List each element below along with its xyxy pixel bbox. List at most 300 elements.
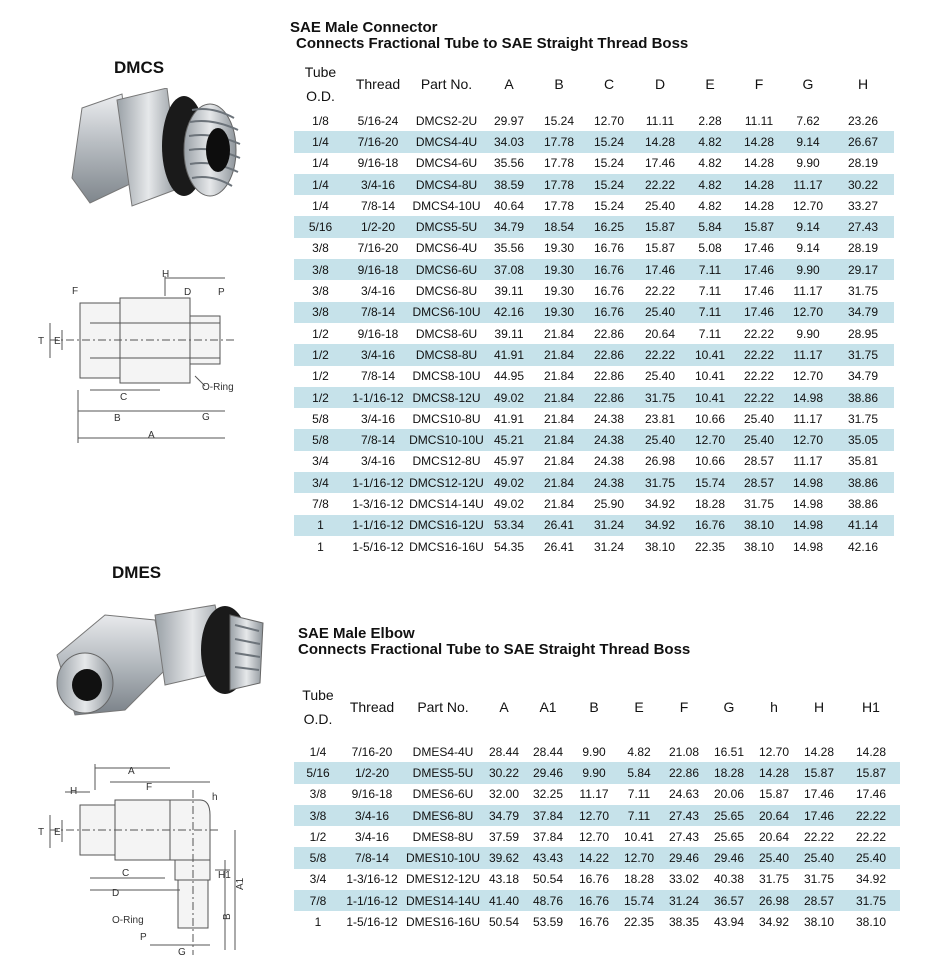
dmes-table-cell: 50.54 xyxy=(532,872,564,887)
dmcs-table-cell: 15.24 xyxy=(543,113,575,128)
dmcs-table-cell: 3/4-16 xyxy=(347,174,409,195)
dmcs-table-cell: 17.78 xyxy=(543,156,575,171)
dmes-table-cell: 24.63 xyxy=(668,787,700,802)
dmes-col-e: E xyxy=(634,699,644,715)
dmes-table-cell: 1/2-20 xyxy=(342,762,402,783)
dmcs-table-cell: 28.95 xyxy=(847,326,879,341)
dmcs-label-b: B xyxy=(114,413,121,424)
dmcs-table-cell: 11.17 xyxy=(784,174,832,195)
dmcs-table-cell: 25.90 xyxy=(593,496,625,511)
dmes-table-cell: 7/16-20 xyxy=(351,744,393,759)
dmes-table-cell: 12.70 xyxy=(616,847,662,868)
dmcs-table-cell: 17.78 xyxy=(534,174,584,195)
dmcs-table-cell: 45.97 xyxy=(493,454,525,469)
dmes-table-cell: 25.65 xyxy=(706,805,752,826)
dmcs-table-cell: 3/4 xyxy=(294,472,347,493)
dmcs-col-g: G xyxy=(802,76,814,92)
dmes-table-cell: 5/16 xyxy=(294,762,342,783)
dmcs-table-cell: 29.97 xyxy=(493,113,525,128)
dmes-col-a: A xyxy=(499,699,509,715)
dmes-table-cell: 20.06 xyxy=(713,787,745,802)
dmes-table-cell: 43.94 xyxy=(713,915,745,930)
dmcs-table-row xyxy=(294,493,894,514)
dmcs-table-cell: 38.86 xyxy=(832,387,894,408)
dmes-table-cell: 29.46 xyxy=(524,762,572,783)
dmcs-table-cell: DMCS4-8U xyxy=(409,174,484,195)
dmcs-table-cell: 17.46 xyxy=(734,302,784,323)
dmes-table-cell: 1-1/16-12 xyxy=(342,890,402,911)
dmcs-table-cell: DMCS5-5U xyxy=(409,216,484,237)
dmes-table-cell: 22.22 xyxy=(842,805,900,826)
dmcs-table-cell: 22.22 xyxy=(634,344,686,365)
dmcs-table-cell: 22.86 xyxy=(593,369,625,384)
dmcs-table-cell: 16.76 xyxy=(584,302,634,323)
dmcs-table-cell: 15.24 xyxy=(584,131,634,152)
dmcs-table-cell: 22.35 xyxy=(694,539,726,554)
dmcs-table-cell: 7.11 xyxy=(686,302,734,323)
dmcs-table-cell: DMCS4-6U xyxy=(415,156,478,171)
dmcs-table-cell: 31.24 xyxy=(593,539,625,554)
dmcs-table-cell: 23.26 xyxy=(847,113,879,128)
dmes-table-cell: 38.10 xyxy=(803,915,835,930)
dmcs-table-cell: 14.98 xyxy=(792,539,824,554)
dmcs-table-cell: 22.22 xyxy=(743,326,775,341)
dmcs-table-row xyxy=(294,408,894,429)
dmcs-table-row xyxy=(294,216,894,237)
dmcs-table-cell: 7.11 xyxy=(698,284,722,299)
dmes-table-cell: 17.46 xyxy=(803,787,835,802)
dmes-table-row xyxy=(294,741,900,762)
dmes-table-cell: 31.75 xyxy=(842,890,900,911)
dmcs-table-cell: 39.11 xyxy=(494,326,524,341)
dmcs-table-cell: DMCS6-6U xyxy=(409,259,484,280)
dmcs-table-cell: DMCS8-6U xyxy=(415,326,478,341)
dmes-table-cell: 30.22 xyxy=(484,762,524,783)
dmcs-table-cell: 12.70 xyxy=(792,369,824,384)
dmcs-col-thread: Thread xyxy=(355,76,401,92)
dmcs-table-row xyxy=(294,451,894,472)
dmcs-table-cell: 22.22 xyxy=(743,369,775,384)
dmes-table-cell: 9.90 xyxy=(572,762,616,783)
dmes-table-body xyxy=(294,741,900,933)
dmes-table-cell: 27.43 xyxy=(662,805,706,826)
dmcs-table-cell: 7.11 xyxy=(698,326,722,341)
dmcs-table-cell: DMCS14-14U xyxy=(409,496,484,511)
dmcs-table-cell: 9/16-18 xyxy=(357,156,399,171)
dmes-dimension-drawing xyxy=(30,760,260,960)
dmcs-table-cell: 49.02 xyxy=(484,387,534,408)
dmes-table-cell: 36.57 xyxy=(706,890,752,911)
dmcs-table-cell: 24.38 xyxy=(593,411,625,426)
dmcs-table-cell: 10.41 xyxy=(686,344,734,365)
dmes-table-cell: 5.84 xyxy=(616,762,662,783)
dmcs-label-g: G xyxy=(202,412,210,423)
dmcs-table-cell: 31.75 xyxy=(743,496,775,511)
dmcs-table-cell: 54.35 xyxy=(493,539,525,554)
dmes-label-c: C xyxy=(122,868,130,879)
dmcs-table-cell: 1/4 xyxy=(294,174,347,195)
dmcs-table-cell: 7/16-20 xyxy=(347,131,409,152)
dmes-table-cell: 20.64 xyxy=(752,805,796,826)
dmcs-product-code: DMCS xyxy=(114,58,165,77)
dmcs-table-cell: 3/8 xyxy=(294,259,347,280)
dmcs-table-row xyxy=(294,429,894,450)
dmcs-table-cell: 7/8-14 xyxy=(360,369,396,384)
dmcs-table-cell: 39.11 xyxy=(494,284,524,299)
dmcs-table-cell: DMCS16-12U xyxy=(409,515,484,536)
dmcs-table-cell: 33.27 xyxy=(847,198,879,213)
dmcs-table-cell: 15.24 xyxy=(584,174,634,195)
dmes-table-cell: 1-3/16-12 xyxy=(346,872,398,887)
dmcs-table-cell: 7/8-14 xyxy=(347,429,409,450)
dmcs-table-cell: 25.40 xyxy=(644,369,676,384)
dmcs-table-cell: 1/2 xyxy=(294,344,347,365)
dmcs-table-cell: 38.10 xyxy=(644,539,676,554)
dmcs-table-cell: 49.02 xyxy=(493,496,525,511)
dmcs-table-cell: 24.38 xyxy=(593,454,625,469)
dmcs-table-cell: 3/8 xyxy=(294,302,347,323)
dmcs-table-cell: 30.22 xyxy=(832,174,894,195)
dmcs-table-cell: 24.38 xyxy=(584,429,634,450)
dmcs-table-cell: 5/8 xyxy=(294,429,347,450)
dmcs-table-cell: 14.98 xyxy=(792,496,824,511)
dmes-table-cell: 16.76 xyxy=(578,872,610,887)
dmcs-table-body xyxy=(294,110,894,557)
dmes-col-part-no: Part No. xyxy=(417,699,469,715)
dmes-table-cell: DMES5-5U xyxy=(402,762,484,783)
dmes-table-cell: 16.76 xyxy=(572,890,616,911)
dmcs-table-cell: 38.59 xyxy=(484,174,534,195)
dmcs-table-cell: 35.81 xyxy=(847,454,879,469)
dmes-table-cell: 3/4-16 xyxy=(354,829,390,844)
dmcs-col-c: C xyxy=(603,76,615,92)
dmes-label-oring: O-Ring xyxy=(112,915,144,926)
dmcs-table-cell: 34.79 xyxy=(484,216,534,237)
dmes-table-cell: 37.59 xyxy=(488,829,520,844)
dmes-table-row xyxy=(294,805,900,826)
dmcs-table-cell: 4.82 xyxy=(686,131,734,152)
dmcs-table-cell: 21.84 xyxy=(543,454,575,469)
dmcs-table-cell: 1/2 xyxy=(294,387,347,408)
dmcs-table-cell: 41.14 xyxy=(832,515,894,536)
dmes-table-cell: DMES16-16U xyxy=(405,915,481,930)
dmes-table-cell: 14.28 xyxy=(803,744,835,759)
dmcs-table-row xyxy=(294,174,894,195)
dmcs-table-cell: 7/8-14 xyxy=(347,302,409,323)
dmcs-table-cell: 3/4-16 xyxy=(360,284,396,299)
dmcs-table-cell: 22.86 xyxy=(584,387,634,408)
dmes-table-cell: 28.44 xyxy=(532,744,564,759)
dmes-table-cell: 12.70 xyxy=(572,805,616,826)
dmcs-table-cell: 26.41 xyxy=(543,539,575,554)
dmes-table-cell: 18.28 xyxy=(706,762,752,783)
dmcs-table-cell: 12.70 xyxy=(686,429,734,450)
dmcs-table-row xyxy=(294,387,894,408)
dmcs-table-cell: 9.14 xyxy=(784,131,832,152)
dmcs-table-cell: 1-1/16-12 xyxy=(347,387,409,408)
dmes-table-cell: 18.28 xyxy=(623,872,655,887)
dmcs-table-cell: 35.56 xyxy=(493,156,525,171)
dmcs-table-cell: 3/4-16 xyxy=(360,454,396,469)
dmes-col-a1: A1 xyxy=(539,699,557,715)
dmes-table-cell: 12.70 xyxy=(758,744,790,759)
dmcs-table-cell: 23.81 xyxy=(644,411,676,426)
dmes-label-b: B xyxy=(222,913,233,920)
dmcs-table-cell: 15.24 xyxy=(593,198,625,213)
dmcs-table-cell: 31.75 xyxy=(847,284,879,299)
dmes-product-photo xyxy=(45,595,275,725)
dmcs-table-cell: 14.28 xyxy=(743,198,775,213)
dmes-spec-table xyxy=(294,673,900,933)
dmes-table-cell: 7/8-14 xyxy=(342,847,402,868)
dmcs-col-e: E xyxy=(705,76,715,92)
dmcs-label-c: C xyxy=(120,392,128,403)
dmcs-title-line1: SAE Male Connector xyxy=(290,19,438,36)
dmcs-table-cell: 1-3/16-12 xyxy=(352,496,404,511)
dmcs-table-cell: 21.84 xyxy=(534,387,584,408)
dmcs-table-row xyxy=(294,344,894,365)
dmcs-table-cell: 7/16-20 xyxy=(357,241,399,256)
dmes-label-h1: H1 xyxy=(218,870,231,881)
dmcs-table-cell: 3/8 xyxy=(312,241,329,256)
dmcs-table-cell: 4.82 xyxy=(698,198,722,213)
dmcs-table-cell: 34.79 xyxy=(832,302,894,323)
dmcs-table-cell: DMCS10-8U xyxy=(412,411,481,426)
dmes-label-h-lower: h xyxy=(212,792,218,803)
dmcs-table-cell: 12.70 xyxy=(792,198,824,213)
dmes-table-cell: DMES4-4U xyxy=(412,744,474,759)
dmcs-table-cell: 12.70 xyxy=(593,113,625,128)
dmcs-table-cell: 1/2 xyxy=(312,369,329,384)
dmes-table-cell: 4.82 xyxy=(627,744,651,759)
dmcs-table-cell: 45.21 xyxy=(484,429,534,450)
dmcs-table-cell: DMCS4-10U xyxy=(412,198,481,213)
dmcs-table-cell: 19.30 xyxy=(534,259,584,280)
dmes-table-cell: DMES8-8U xyxy=(412,829,474,844)
dmcs-table-cell: 3/4-16 xyxy=(360,411,396,426)
dmcs-table-cell: 18.28 xyxy=(694,496,726,511)
dmcs-table-cell: DMCS8-8U xyxy=(409,344,484,365)
dmcs-table-cell: 3/4-16 xyxy=(347,344,409,365)
dmcs-table-cell: 9.90 xyxy=(784,259,832,280)
dmcs-table-cell: 26.41 xyxy=(534,515,584,536)
dmcs-table-cell: 15.87 xyxy=(634,216,686,237)
dmcs-table-cell: 1/8 xyxy=(312,113,329,128)
dmcs-table-cell: 21.84 xyxy=(534,344,584,365)
dmcs-table-cell: 11.11 xyxy=(645,113,675,128)
dmcs-table-row xyxy=(294,110,894,131)
dmcs-table-cell: 42.16 xyxy=(484,302,534,323)
dmcs-table-cell: 1/4 xyxy=(312,198,329,213)
dmcs-table-cell: 2.28 xyxy=(698,113,722,128)
dmes-table-cell: 33.02 xyxy=(668,872,700,887)
dmcs-table-cell: 11.17 xyxy=(793,411,823,426)
dmes-table-row xyxy=(294,847,900,868)
dmcs-table-cell: 1-1/16-12 xyxy=(347,515,409,536)
dmes-table-cell: 25.40 xyxy=(842,847,900,868)
dmes-table-cell: 3/4 xyxy=(309,872,327,887)
dmcs-table-cell: 22.22 xyxy=(734,387,784,408)
dmcs-table-cell: 22.86 xyxy=(593,326,625,341)
dmcs-table-cell: 21.84 xyxy=(543,326,575,341)
dmes-table-cell: 28.44 xyxy=(488,744,520,759)
dmes-table-cell: 22.35 xyxy=(623,915,655,930)
dmes-table-cell: 37.84 xyxy=(532,829,564,844)
dmcs-table-cell: 40.64 xyxy=(493,198,525,213)
dmes-table-cell: 1/4 xyxy=(309,744,327,759)
dmes-table-cell: DMES6-6U xyxy=(412,787,474,802)
dmcs-table-cell: 12.70 xyxy=(784,302,832,323)
dmcs-table-cell: 31.75 xyxy=(847,411,879,426)
dmcs-table-cell: 14.28 xyxy=(734,174,784,195)
dmcs-table-cell: 5/16-24 xyxy=(357,113,399,128)
dmes-table-cell: 15.87 xyxy=(758,787,790,802)
dmes-col-thread: Thread xyxy=(349,699,395,715)
dmes-table-cell: 34.92 xyxy=(758,915,790,930)
dmes-table-row xyxy=(294,869,900,890)
dmcs-table-cell: 17.78 xyxy=(534,131,584,152)
dmes-table-cell: 3/8 xyxy=(309,787,327,802)
dmcs-table-cell: 11.17 xyxy=(784,344,832,365)
dmcs-table-cell: 31.24 xyxy=(584,515,634,536)
dmcs-col-d: D xyxy=(654,76,666,92)
dmes-table-cell: 29.46 xyxy=(706,847,752,868)
dmcs-table-cell: DMCS6-10U xyxy=(409,302,484,323)
dmes-label-a: A xyxy=(128,766,135,777)
dmes-table-cell: 7.11 xyxy=(616,805,662,826)
dmcs-table-cell: 53.34 xyxy=(484,515,534,536)
dmcs-table-cell: 3/4 xyxy=(312,454,329,469)
dmcs-table-cell: DMCS10-10U xyxy=(409,429,484,450)
dmes-table-cell: 50.54 xyxy=(488,915,520,930)
dmcs-table-cell: 21.84 xyxy=(534,429,584,450)
dmes-table-cell: 21.08 xyxy=(668,744,700,759)
dmcs-table-cell: 15.74 xyxy=(686,472,734,493)
dmes-table-cell: 53.59 xyxy=(532,915,564,930)
dmcs-col-f: F xyxy=(754,76,764,92)
dmes-table-cell: 14.22 xyxy=(572,847,616,868)
dmcs-table-cell: 1-1/16-12 xyxy=(347,472,409,493)
dmes-table-cell: 43.43 xyxy=(524,847,572,868)
dmes-table-cell: 38.10 xyxy=(855,915,887,930)
dmcs-table-cell: 14.98 xyxy=(784,472,832,493)
dmes-title xyxy=(298,626,690,658)
dmcs-table-cell: 34.92 xyxy=(644,496,676,511)
dmcs-table-cell: 7/8 xyxy=(312,496,329,511)
dmcs-col-a: A xyxy=(504,76,514,92)
dmes-col-b: B xyxy=(589,699,599,715)
dmcs-table-row xyxy=(294,536,894,557)
dmcs-table-cell: 5.08 xyxy=(698,241,722,256)
dmes-table-cell: 9/16-18 xyxy=(351,787,393,802)
dmcs-table-cell: 10.41 xyxy=(686,387,734,408)
dmcs-table-cell: 7/8-14 xyxy=(360,198,396,213)
dmes-label-d: D xyxy=(112,888,120,899)
dmcs-table-cell: 28.57 xyxy=(734,472,784,493)
dmcs-table-row xyxy=(294,153,894,174)
dmcs-table-cell: 25.40 xyxy=(743,411,775,426)
dmcs-label-oring: O-Ring xyxy=(202,382,234,393)
dmcs-table-cell: 9.90 xyxy=(796,156,820,171)
dmcs-table-cell: 17.46 xyxy=(743,241,775,256)
dmcs-table-cell: 9.90 xyxy=(796,326,820,341)
dmes-table-cell: 9.90 xyxy=(582,744,606,759)
dmcs-table-cell: 7.62 xyxy=(796,113,820,128)
dmes-table-cell: 5/8 xyxy=(294,847,342,868)
dmes-label-a1: A1 xyxy=(235,877,246,890)
dmcs-table-row xyxy=(294,238,894,259)
dmcs-table-cell: 22.86 xyxy=(584,344,634,365)
dmcs-table-cell: 9/16-18 xyxy=(357,326,399,341)
dmcs-col-part-no: Part No. xyxy=(420,76,473,92)
dmcs-table-cell: 11.17 xyxy=(793,284,823,299)
dmcs-table-cell: 17.46 xyxy=(634,259,686,280)
dmcs-table-cell: 21.84 xyxy=(543,496,575,511)
dmcs-title-line2: Connects Fractional Tube to SAE Straight Thread Boss xyxy=(296,35,689,52)
dmes-table-cell: DMES10-10U xyxy=(402,847,484,868)
dmcs-table-cell: 19.30 xyxy=(543,284,575,299)
dmcs-table-cell: 10.66 xyxy=(694,411,726,426)
dmcs-table-cell: 5.84 xyxy=(686,216,734,237)
dmes-product-code: DMES xyxy=(112,563,162,582)
dmes-table-cell: 1-5/16-12 xyxy=(346,915,398,930)
dmcs-table-cell: 1/2-20 xyxy=(347,216,409,237)
dmcs-title xyxy=(290,20,688,52)
dmes-table-cell: 22.22 xyxy=(855,829,887,844)
dmes-table-cell: 31.75 xyxy=(803,872,835,887)
dmcs-table-cell: 31.75 xyxy=(634,472,686,493)
dmcs-table-cell: 34.79 xyxy=(847,369,879,384)
dmcs-table-cell: 1/4 xyxy=(294,131,347,152)
dmcs-col-b: B xyxy=(554,76,564,92)
dmes-table-cell: 22.22 xyxy=(803,829,835,844)
dmcs-spec-table xyxy=(294,58,894,557)
dmcs-table-row xyxy=(294,515,894,536)
dmcs-table-cell: DMCS2-2U xyxy=(415,113,478,128)
dmcs-table-cell: 9/16-18 xyxy=(347,259,409,280)
dmcs-table-cell: 28.19 xyxy=(847,241,879,256)
dmes-table-row xyxy=(294,890,900,911)
dmcs-table-cell: 31.75 xyxy=(634,387,686,408)
dmcs-table-cell: 15.87 xyxy=(644,241,676,256)
dmcs-table-cell: DMCS8-10U xyxy=(412,369,481,384)
dmes-table-cell: 31.24 xyxy=(662,890,706,911)
dmes-table-cell: 38.35 xyxy=(668,915,700,930)
dmes-table-cell: 27.43 xyxy=(668,829,700,844)
dmes-table-cell: 26.98 xyxy=(752,890,796,911)
dmcs-table-cell: 31.75 xyxy=(832,344,894,365)
dmcs-label-h: H xyxy=(162,269,170,280)
dmcs-table-cell: 27.43 xyxy=(832,216,894,237)
dmcs-table-cell: 19.30 xyxy=(543,241,575,256)
dmcs-label-t: T xyxy=(38,336,45,347)
dmes-table-cell: 20.64 xyxy=(758,829,790,844)
dmcs-table-cell: 24.38 xyxy=(584,472,634,493)
dmes-title-line2: Connects Fractional Tube to SAE Straight Thread Boss xyxy=(298,641,691,658)
dmcs-table-cell: 1 xyxy=(317,539,324,554)
dmcs-table-cell: 28.19 xyxy=(847,156,879,171)
dmes-table-row xyxy=(294,826,900,847)
dmes-table-cell: 10.41 xyxy=(623,829,655,844)
dmcs-table-cell: 35.05 xyxy=(832,429,894,450)
dmes-label-e: E xyxy=(54,827,61,838)
dmes-table-cell: 34.92 xyxy=(855,872,887,887)
dmcs-table-row xyxy=(294,280,894,301)
dmes-table-cell: 25.40 xyxy=(752,847,796,868)
dmcs-table-cell: 25.40 xyxy=(734,429,784,450)
dmcs-table-cell: DMCS16-16U xyxy=(409,539,484,554)
dmes-table-row xyxy=(294,784,900,805)
